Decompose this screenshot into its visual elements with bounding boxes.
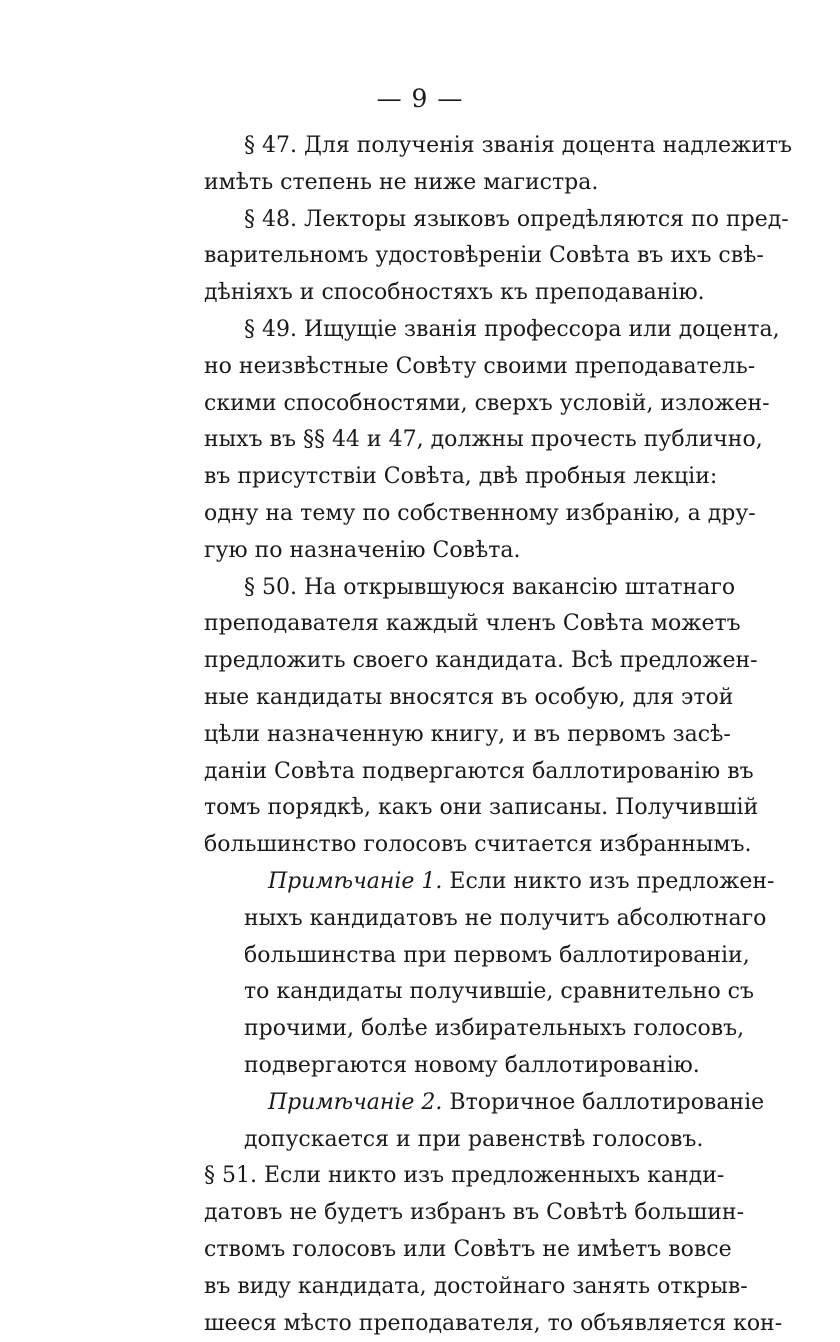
text-line: § 51. Если никто изъ предложенныхъ канди- [204,1158,662,1195]
text-line: § 50. На открывшуюся вакансію штатнаго [204,570,662,607]
text-line: варительномъ удостовѣреніи Совѣта въ ихъ свѣ- [204,238,662,275]
text-line: цѣли назначенную книгу, и въ первомъ засѣ- [204,717,662,754]
text-line: въ виду кандидата, достойнаго занять открыв- [204,1269,662,1306]
text-line: большинство голосовъ считается избраннымъ. [204,827,662,864]
text-line: но неизвѣстные Совѣту своими преподаватель- [204,349,662,386]
text-line: одну на тему по собственному избранію, а дру- [204,496,662,533]
text-line: допускается и при равенствѣ голосовъ. [244,1122,662,1159]
text-line: то кандидаты получившіе, сравнительно съ [244,974,662,1011]
paragraph-50 [204,570,662,864]
note-1 [244,864,662,1085]
note-text: Если никто изъ предложен- [449,869,774,894]
text-line: § 48. Лекторы языковъ опредѣляются по пред- [204,202,662,239]
text-line: датовъ не будетъ избранъ въ Совѣтѣ большин- [204,1195,662,1232]
text-line: гую по назначенію Совѣта. [204,533,662,570]
text-line: подвергаются новому баллотированію. [244,1048,662,1085]
note-2 [244,1085,662,1159]
document-body [204,128,662,1342]
text-line: имѣть степень не ниже магистра. [204,165,662,202]
text-line: прочими, болѣе избирательныхъ голосовъ, [244,1011,662,1048]
paragraph-47 [204,128,662,202]
text-line: дѣніяхъ и способностяхъ къ преподаванію. [204,275,662,312]
text-line: въ присутствіи Совѣта, двѣ пробныя лекціи: [204,459,662,496]
note-first-line [244,1085,662,1122]
text-line: ныхъ кандидатовъ не получитъ абсолютнаго [244,901,662,938]
text-line: даніи Совѣта подвергаются баллотированію въ [204,754,662,791]
paragraph-48 [204,202,662,312]
text-line: шееся мѣсто преподавателя, то объявляется кон- [204,1306,662,1342]
note-label: Примѣчаніе 2. [268,1090,442,1115]
text-line: ные кандидаты вносятся въ особую, для этой [204,680,662,717]
note-first-line [244,864,662,901]
text-line: преподавателя каждый членъ Совѣта можетъ [204,606,662,643]
note-text: Вторичное баллотированіе [449,1090,764,1115]
text-line: предложить своего кандидата. Всѣ предложен- [204,643,662,680]
text-line: § 49. Ищущіе званія профессора или доцента, [204,312,662,349]
page-number: — 9 — [0,84,840,113]
text-line: § 47. Для полученія званія доцента надлежитъ [204,128,662,165]
text-line: ныхъ въ §§ 44 и 47, должны прочесть публично, [204,422,662,459]
paragraph-49 [204,312,662,570]
paragraph-51 [204,1158,662,1342]
text-line: скими способностями, сверхъ условій, изложен- [204,386,662,423]
text-line: томъ порядкѣ, какъ они записаны. Получившій [204,790,662,827]
text-line: ствомъ голосовъ или Совѣтъ не имѣетъ вовсе [204,1232,662,1269]
text-line: большинства при первомъ баллотированіи, [244,938,662,975]
note-label: Примѣчаніе 1. [268,869,442,894]
